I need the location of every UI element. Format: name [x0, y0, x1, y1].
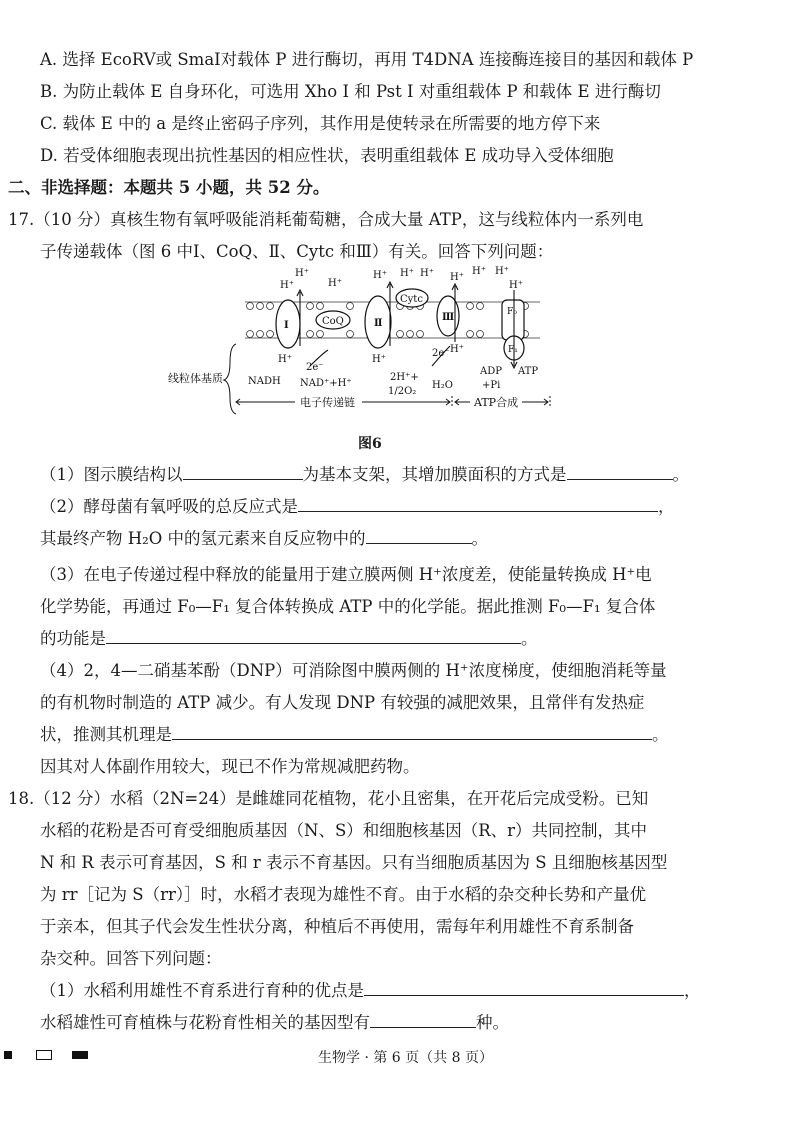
fig-h-plus-label: H⁺	[450, 344, 464, 355]
q17-part4-text: 状，推测其机理是	[40, 725, 172, 744]
q18-line3: N 和 R 表示可育基因，S 和 r 表示不育基因。只有当细胞质基因为 S 且细胞核基因型	[40, 853, 668, 872]
fig-h-plus-label: H⁺	[420, 268, 434, 279]
q18-part1-line2	[40, 1011, 509, 1035]
q17-part3-end: 。	[521, 629, 538, 648]
q17-part2-text-a: （2）酵母菌有氧呼吸的总反应式是	[40, 497, 298, 516]
q17-part4-blank[interactable]	[172, 723, 652, 740]
footer-mark-bar	[72, 1051, 88, 1059]
q18-part1-end: 种。	[476, 1013, 509, 1032]
q17-part1-blank1[interactable]	[183, 463, 303, 480]
atp-label: ATP	[518, 366, 539, 377]
half-o2-label: 1/2O₂	[388, 386, 417, 397]
option-c: C. 载体 E 中的 a 是终止密码子序列，其作用是使转录在所需要的地方停下来	[40, 114, 601, 133]
q17-part3-text: 的功能是	[40, 629, 106, 648]
chain-label: 电子传递链	[300, 396, 355, 409]
q18-line5: 于亲本，但其子代会发生性状分离，种植后不再使用，需每年利用雄性不育系制备	[40, 917, 634, 936]
q17-intro-line1: 17.（10 分）真核生物有氧呼吸能消耗葡萄糖，合成大量 ATP，这与线粒体内一系列电	[8, 210, 644, 229]
h2o-label: H₂O	[432, 380, 453, 391]
q18-line1: 18.（12 分）水稻（2N=24）是雌雄同花植物，花小且密集，在开花后完成受粉。已知	[8, 789, 649, 808]
matrix-label: 线粒体基质	[168, 372, 223, 385]
option-a: A. 选择 EcoRV或 SmaI对载体 P 进行酶切，再用 T4DNA 连接酶连接目的基因和载体 P	[40, 50, 694, 69]
q17-part3-blank[interactable]	[106, 627, 521, 644]
q18-line2: 水稻的花粉是否可育受细胞质基因（N、S）和细胞核基因（R、r）共同控制，其中	[40, 821, 648, 840]
nad-label: NAD⁺+H⁺	[300, 378, 352, 389]
q17-part4-line3	[40, 723, 669, 747]
complex-2-label: Ⅱ	[374, 318, 383, 329]
q18-part1-blank2[interactable]	[370, 1011, 476, 1028]
fig-h-plus-label: H⁺	[278, 354, 292, 365]
fig-h-plus-label: H⁺	[450, 272, 464, 283]
q17-part1	[40, 463, 689, 487]
q17-part4-line4: 因其对人体副作用较大，现已不作为常规减肥药物。	[40, 757, 420, 776]
q17-part1-text-a: （1）图示膜结构以	[40, 465, 183, 484]
f0-shape	[502, 300, 524, 340]
nadh-label: NADH	[248, 376, 281, 387]
q17-part4-line2: 的有机物时制造的 ATP 减少。有人发现 DNP 有较强的减肥效果，且常伴有发热症	[40, 693, 645, 712]
pi-label: +Pi	[482, 380, 501, 391]
q17-part2-blank1[interactable]	[298, 495, 658, 512]
q17-part1-end: 。	[672, 465, 689, 484]
fig-h-plus-label: H⁺	[280, 280, 294, 291]
fig-h-plus-label: H⁺	[400, 268, 414, 279]
two-h-label: 2H⁺+	[390, 372, 419, 383]
fig-h-plus-label: H⁺	[509, 280, 523, 291]
q18-part1-text-c: 水稻雄性可育植株与花粉育性相关的基因型有	[40, 1013, 370, 1032]
q18-line4: 为 rr［记为 S（rr）］时，水稻才表现为雄性不育。由于水稻的杂交种长势和产量优	[40, 885, 647, 904]
q17-part3-line1: （3）在电子传递过程中释放的能量用于建立膜两侧 H⁺浓度差，使能量转换成 H⁺电	[40, 565, 652, 584]
q17-part2-blank2[interactable]	[366, 527, 472, 544]
option-d: D. 若受体细胞表现出抗性基因的相应性状，表明重组载体 E 成功导入受体细胞	[40, 146, 614, 165]
q17-part2	[40, 495, 675, 519]
adp-label: ADP	[480, 366, 502, 377]
q17-intro-line2: 子传递载体（图 6 中Ⅰ、CoQ、Ⅱ、Cytc 和Ⅲ）有关。回答下列问题：	[40, 242, 554, 261]
q18-part1-text-a: （1）水稻利用雄性不育系进行育种的优点是	[40, 981, 364, 1000]
q17-part4-end: 。	[652, 725, 669, 744]
q17-part3-line3	[40, 627, 538, 651]
coq-label: CoQ	[322, 316, 344, 327]
q18-part1-comma: ，	[684, 981, 701, 1000]
complex-3-label: Ⅲ	[442, 312, 455, 323]
electron-label: 2e⁻	[432, 348, 450, 359]
footer-mark-square	[4, 1051, 12, 1059]
section-title: 二、非选择题：本题共 5 小题，共 52 分。	[8, 178, 330, 197]
fig-h-plus-label: H⁺	[372, 354, 386, 365]
option-b: B. 为防止载体 E 自身环化，可选用 Xho I 和 Pst I 对重组载体 P 和载体 E 进行酶切	[40, 82, 661, 101]
electron-label: 2e⁻	[306, 362, 324, 373]
fig-h-plus-label: H⁺	[328, 278, 342, 289]
q18-part1-line1	[40, 979, 701, 1003]
fig-h-plus-label: H⁺	[495, 266, 509, 277]
page-footer: 生物学 · 第 6 页（共 8 页）	[318, 1050, 493, 1066]
q17-part1-text-b: 为基本支架，其增加膜面积的方式是	[302, 465, 567, 484]
q17-part3-line2: 化学势能，再通过 F₀—F₁ 复合体转换成 ATP 中的化学能。据此推测 F₀—F₁ 复合体	[40, 597, 656, 616]
cytc-label: Cytc	[400, 294, 423, 305]
footer-mark-outline	[36, 1050, 52, 1060]
q17-part2-line2	[40, 527, 488, 551]
figure-caption: 图6	[358, 436, 382, 452]
f1-label: F₁	[508, 345, 518, 355]
fig-h-plus-label: H⁺	[472, 266, 486, 277]
fig-h-plus-label: H⁺	[373, 270, 387, 281]
q17-part1-blank2[interactable]	[567, 463, 673, 480]
q17-part2-end: 。	[471, 529, 489, 548]
fig-h-plus-label: H⁺	[295, 268, 309, 279]
f0-label: F₀	[507, 307, 517, 317]
q18-part1-blank1[interactable]	[364, 979, 684, 996]
q17-part4-line1: （4）2，4—二硝基苯酚（DNP）可消除图中膜两侧的 H⁺浓度梯度，使细胞消耗等量	[40, 661, 667, 680]
q17-part2-comma: ，	[658, 497, 675, 516]
q17-part2-text-c: 其最终产物 H₂O 中的氢元素来自反应物中的	[40, 529, 366, 548]
complex-1-label: Ⅰ	[284, 320, 289, 331]
q18-line6: 杂交种。回答下列问题：	[40, 949, 222, 968]
synth-label: ATP合成	[474, 396, 519, 409]
figure-6-diagram	[150, 262, 610, 422]
